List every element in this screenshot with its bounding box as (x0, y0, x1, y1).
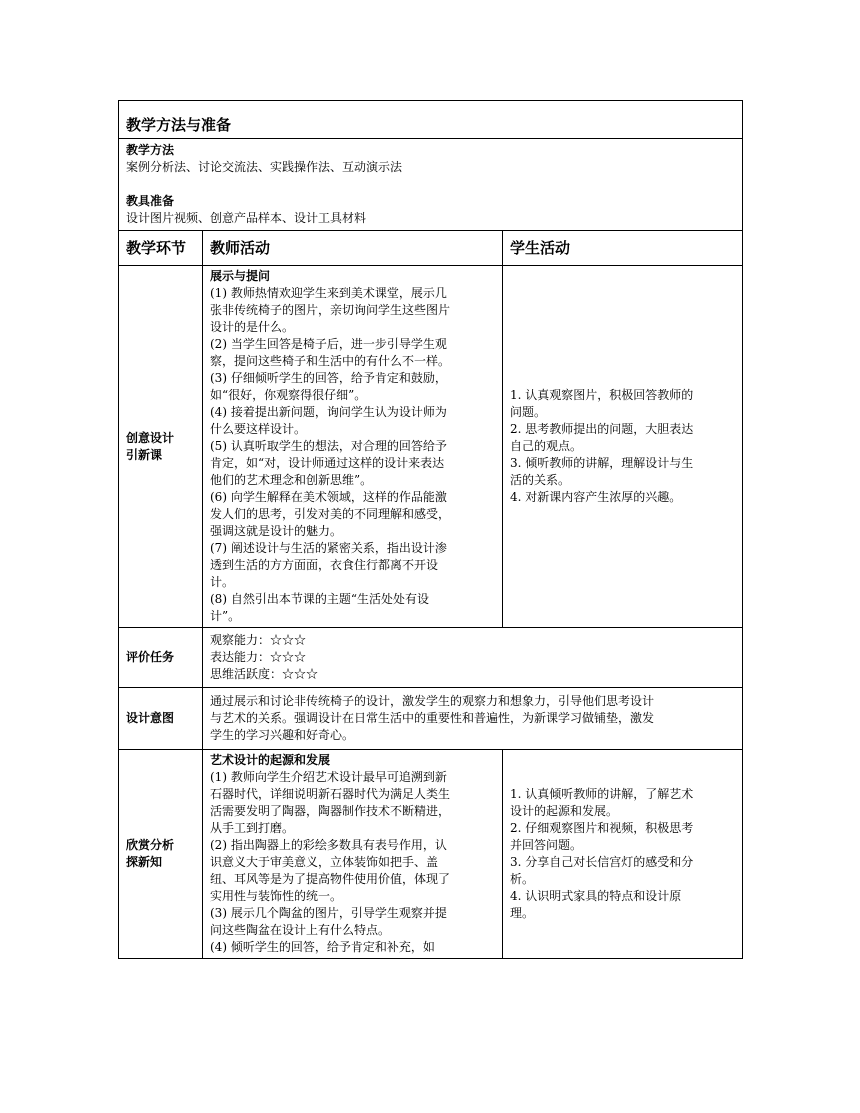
text-line: 透到生活的方方面面，衣食住行都离不开设 (210, 558, 439, 572)
lesson-plan-page (118, 100, 742, 959)
text-line: 活的关系。 (510, 473, 571, 487)
text-line: 强调这就是设计的魅力。 (210, 524, 343, 538)
text-line: (5) 认真听取学生的想法，对合理的回答给予 (210, 439, 447, 453)
text-line: 什么要这样设计。 (210, 422, 307, 436)
text-line: 肯定，如“对，设计师通过这样的设计来表达 (210, 456, 445, 470)
text-line: 与艺术的关系。强调设计在日常生活中的重要性和普遍性，为新课学习做铺垫，激发 (210, 711, 655, 725)
text-line: 学生的学习兴趣和好奇心。 (210, 728, 355, 742)
evaluation-expression: 表达能力：☆☆☆ (210, 650, 307, 664)
text-line: 理。 (510, 906, 535, 920)
lesson-plan-table (118, 100, 743, 959)
stage-label-appreciation (119, 750, 203, 959)
text-line: 4. 认识明式家具的特点和设计原 (510, 889, 682, 903)
section-title-cell (119, 101, 743, 139)
text-line: 活需要发明了陶器，陶器制作技术不断精进， (210, 804, 451, 818)
teacher-activity-title-2: 艺术设计的起源和发展 (210, 753, 331, 767)
student-activity-intro (503, 266, 743, 628)
text-line: 发人们的思考，引发对美的不同理解和感受， (210, 507, 451, 521)
text-line: 设计的起源和发展。 (510, 804, 619, 818)
text-line: (1) 教师向学生介绍艺术设计最早可追溯到新 (210, 770, 447, 784)
teacher-activity-title: 展示与提问 (210, 269, 271, 283)
text-line: 他们的艺术理念和创新思维”。 (210, 473, 373, 487)
evaluation-observation: 观察能力：☆☆☆ (210, 633, 307, 647)
text-line: 问题。 (510, 405, 547, 419)
column-header-row (119, 231, 743, 266)
intent-row (119, 688, 743, 750)
student-activity-appreciation (503, 750, 743, 959)
text-line: 设计的是什么。 (210, 320, 295, 334)
text-line: 引新课 (126, 447, 163, 462)
section-title: 教学方法与准备 (126, 116, 232, 134)
text-line: 计。 (210, 575, 235, 589)
teacher-activity-appreciation (203, 750, 503, 959)
evaluation-thinking: 思维活跃度：☆☆☆ (210, 667, 319, 681)
methods-cell (119, 139, 743, 231)
text-line: 计”。 (210, 609, 241, 623)
text-line: 析。 (510, 872, 535, 886)
column-header-student: 学生活动 (503, 231, 743, 266)
text-line: 从手工到打磨。 (210, 821, 295, 835)
text-line: 1. 认真倾听教师的讲解，了解艺术 (510, 787, 694, 801)
methods-text: 案例分析法、讨论交流法、实践操作法、互动演示法 (126, 160, 403, 174)
stage-row-intro (119, 266, 743, 628)
evaluation-label: 评价任务 (119, 628, 203, 688)
intent-label: 设计意图 (119, 688, 203, 750)
text-line: 2. 思考教师提出的问题，大胆表达 (510, 422, 694, 436)
methods-heading: 教学方法 (126, 143, 175, 157)
text-line: 探新知 (126, 855, 163, 869)
teacher-activity-intro (203, 266, 503, 628)
text-line: 4. 对新课内容产生浓厚的兴趣。 (510, 490, 682, 504)
text-line: 1. 认真观察图片，积极回答教师的 (510, 388, 694, 402)
text-line: (8) 自然引出本节课的主题“生活处处有设 (210, 592, 429, 606)
text-line: 并回答问题。 (510, 838, 583, 852)
stage-row-appreciation (119, 750, 743, 959)
text-line: 创意设计 (126, 430, 175, 445)
text-line: 问这些陶盆在设计上有什么特点。 (210, 923, 391, 937)
stage-label-intro (119, 266, 203, 628)
evaluation-content (203, 628, 743, 688)
text-line: 2. 仔细观察图片和视频，积极思考 (510, 821, 694, 835)
intent-content (203, 688, 743, 750)
text-line: (7) 阐述设计与生活的紧密关系，指出设计渗 (210, 541, 447, 555)
text-line: 欣赏分析 (126, 838, 175, 852)
evaluation-row (119, 628, 743, 688)
text-line: (2) 当学生回答是椅子后，进一步引导学生观 (210, 337, 447, 351)
text-line: 石器时代，详细说明新石器时代为满足人类生 (210, 787, 451, 801)
text-line: 纽、耳风等是为了提高物件使用价值，体现了 (210, 872, 451, 886)
text-line: 识意义大于审美意义，立体装饰如把手、盖 (210, 855, 439, 869)
text-line: (3) 展示几个陶盆的图片，引导学生观察并提 (210, 906, 447, 920)
text-line: (1) 教师热情欢迎学生来到美术课堂，展示几 (210, 286, 447, 300)
text-line: 如“很好，你观察得很仔细”。 (210, 388, 367, 402)
text-line: 实用性与装饰性的统一。 (210, 889, 343, 903)
text-line: 自己的观点。 (510, 439, 583, 453)
text-line: (3) 仔细倾听学生的回答，给予肯定和鼓励， (210, 371, 447, 385)
text-line: 通过展示和讨论非传统椅子的设计，激发学生的观察力和想象力，引导他们思考设计 (210, 694, 655, 708)
column-header-stage: 教学环节 (119, 231, 203, 266)
text-line: 3. 倾听教师的讲解，理解设计与生 (510, 456, 694, 470)
text-line: 张非传统椅子的图片，亲切询问学生这些图片 (210, 303, 451, 317)
text-line: 察，提问这些椅子和生活中的有什么不一样。 (210, 354, 451, 368)
column-header-teacher: 教师活动 (203, 231, 503, 266)
text-line: 3. 分享自己对长信宫灯的感受和分 (510, 855, 694, 869)
materials-text: 设计图片视频、创意产品样本、设计工具材料 (126, 211, 367, 225)
text-line: (6) 向学生解释在美术领域，这样的作品能激 (210, 490, 447, 504)
text-line: (4) 接着提出新问题，询问学生认为设计师为 (210, 405, 447, 419)
text-line: (4) 倾听学生的回答，给予肯定和补充，如 (210, 940, 435, 954)
text-line (126, 176, 735, 193)
materials-heading: 教具准备 (126, 194, 175, 208)
text-line: (2) 指出陶器上的彩绘多数具有表号作用，认 (210, 838, 447, 852)
